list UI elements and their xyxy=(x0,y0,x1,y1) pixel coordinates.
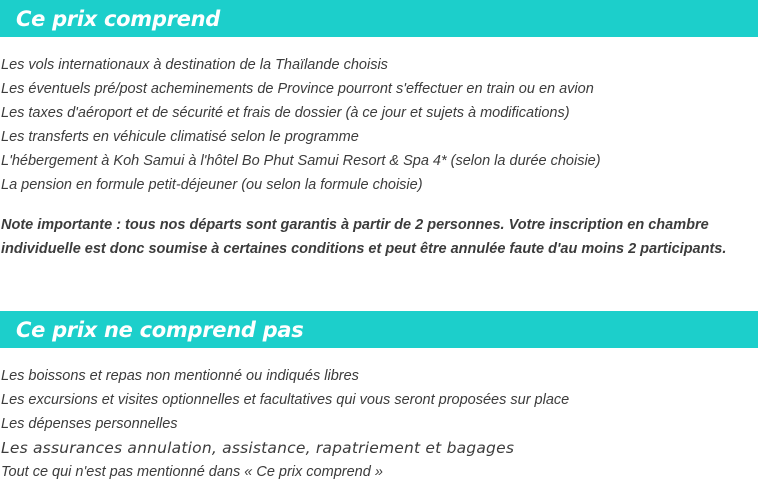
list-item: Les éventuels pré/post acheminements de Province pourront s'effectuer en train ou en avion xyxy=(1,81,594,97)
included-section-header xyxy=(0,0,758,37)
list-item: Les assurances annulation, assistance, rapatriement et bagages xyxy=(1,439,515,457)
list-item: Les excursions et visites optionnelles et facultatives qui vous seront proposées sur place xyxy=(1,392,570,408)
included-items-list xyxy=(1,53,601,197)
excluded-section-header xyxy=(0,311,758,348)
included-section-title: Ce prix comprend xyxy=(16,6,220,31)
list-item: Les taxes d'aéroport et de sécurité et frais de dossier (à ce jour et sujets à modifications) xyxy=(1,105,570,121)
excluded-section-title: Ce prix ne comprend pas xyxy=(16,317,304,342)
list-item: Les boissons et repas non mentionné ou indiqués libres xyxy=(1,368,359,384)
list-item: Les transferts en véhicule climatisé selon le programme xyxy=(1,129,359,145)
list-item: Tout ce qui n'est pas mentionné dans « Ce prix comprend » xyxy=(1,464,383,480)
excluded-items-list xyxy=(1,364,569,484)
list-item: La pension en formule petit-déjeuner (ou selon la formule choisie) xyxy=(1,177,423,193)
list-item: L'hébergement à Koh Samui à l'hôtel Bo Phut Samui Resort & Spa 4* (selon la durée choisie) xyxy=(1,153,601,169)
important-note: Note importante : tous nos départs sont garantis à partir de 2 personnes. Votre inscription en chambre individuelle est donc soumise à certaines conditions et peut être annulée faute d'au moins 2 participants. xyxy=(1,217,727,257)
list-item: Les dépenses personnelles xyxy=(1,416,178,432)
list-item: Les vols internationaux à destination de la Thaïlande choisis xyxy=(1,57,388,73)
